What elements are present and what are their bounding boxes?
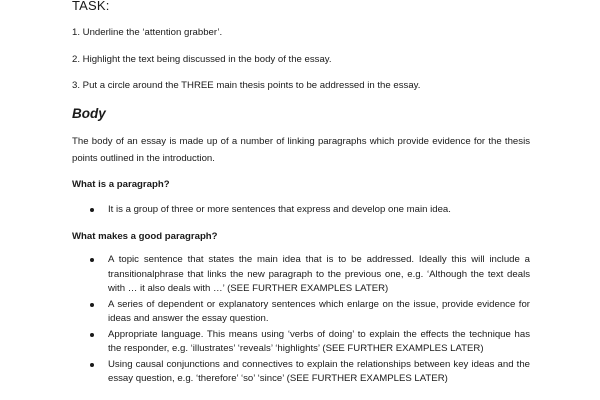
good-paragraph-heading: What makes a good paragraph? (72, 231, 218, 242)
list-item (90, 298, 530, 327)
list-item (90, 203, 530, 218)
list-item-text: Using causal conjunctions and connectives to explain the relationships between key ideas and the essay question, e.g. ‘therefore’ ‘so’ ‘since’ (SEE FURTHER EXAMPLES LATER) (108, 358, 530, 384)
task-item-2: 2. Highlight the text being discussed in the body of the essay. (72, 54, 332, 65)
good-paragraph-list (90, 253, 530, 387)
paragraph-definition-list (90, 203, 530, 218)
bullet-icon (90, 303, 94, 307)
list-item-text: Appropriate language. This means using ‘verbs of doing’ to explain the effects the technique has the responder, e.g. ‘illustrates’ ‘reveals’ ‘highlights’ (SEE FURTHER EXAMPLES LATER) (108, 328, 530, 354)
list-item-text: A topic sentence that states the main idea that is to be addressed. Ideally this will include a transitionalphrase that links the new paragraph to the previous one, e.g. ‘Although the text deals with … it also deals with …’ (SEE FURTHER EXAMPLES LATER) (108, 254, 530, 294)
body-intro-paragraph: The body of an essay is made up of a number of linking paragraphs which provide evidence for the thesis points outlined in the introduction. (72, 136, 530, 164)
bullet-icon (90, 258, 94, 262)
bullet-icon (90, 333, 94, 337)
what-is-paragraph-heading: What is a paragraph? (72, 179, 170, 190)
task-item-3: 3. Put a circle around the THREE main thesis points to be addressed in the essay. (72, 80, 421, 91)
list-item-text: A series of dependent or explanatory sentences which enlarge on the issue, provide evidence for ideas and answer the essay question. (108, 298, 530, 324)
list-item (90, 358, 530, 387)
list-item (90, 328, 530, 357)
task-item-1: 1. Underline the ‘attention grabber’. (72, 27, 223, 38)
task-heading: TASK: (72, 0, 110, 13)
bullet-icon (90, 363, 94, 367)
list-item (90, 253, 530, 297)
list-item-text: It is a group of three or more sentences that express and develop one main idea. (108, 204, 451, 215)
bullet-icon (90, 208, 94, 212)
body-heading: Body (72, 106, 106, 121)
